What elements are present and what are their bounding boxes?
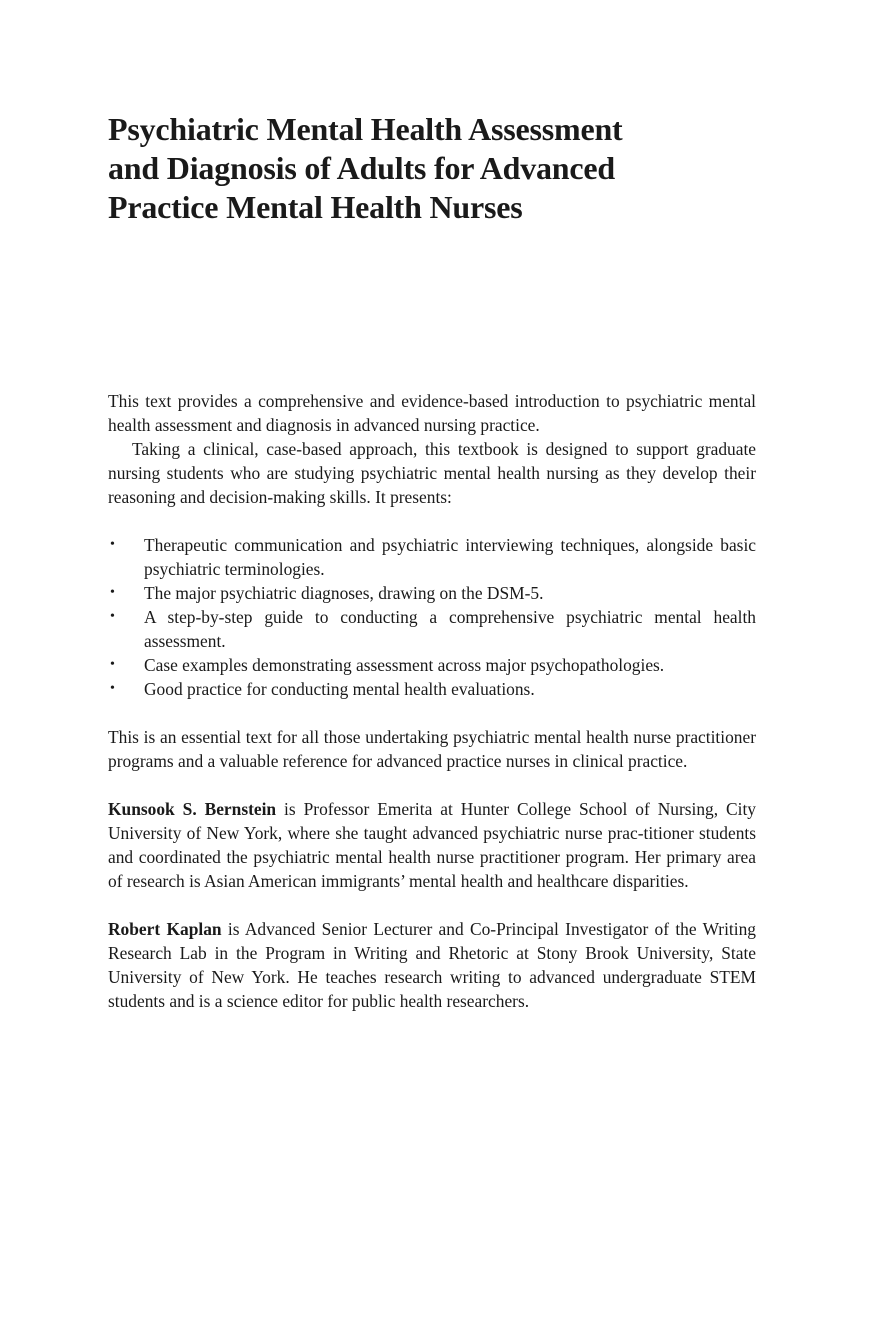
bullet-icon: •	[110, 609, 115, 624]
book-title-line-1: Psychiatric Mental Health Assessment	[108, 111, 623, 147]
intro-paragraph: This text provides a comprehensive and evidence-based introduction to psychiatric mental health assessment and diagnosis in advanced nursing practice.	[108, 391, 756, 435]
bullet-icon: •	[110, 681, 115, 696]
essential-paragraph: This is an essential text for all those undertaking psychiatric mental health nurse practitioner programs and a valuable reference for advanced practice nurses in clinical practice.	[108, 727, 756, 771]
bullet-icon: •	[110, 585, 115, 600]
author-bio-text: is Professor Emerita at Hunter College School of Nursing, City University of New York, where she taught advanced psychiatric nurse prac-titioner students and coordinated the psychiatric mental health nurse practitioner program. Her primary area of research is Asian American immigrants’ mental health and healthcare disparities.	[108, 799, 756, 891]
list-item-text: Good practice for conducting mental health evaluations.	[144, 679, 535, 699]
title-block	[108, 110, 756, 227]
approach-paragraph: Taking a clinical, case-based approach, this textbook is designed to support graduate nursing students who are studying psychiatric mental health nursing as they develop their reasoning and decision-making skills. It presents:	[108, 439, 756, 507]
feature-list	[108, 533, 756, 701]
spacer	[108, 893, 756, 917]
author-name: Robert Kaplan	[108, 919, 222, 939]
list-item	[108, 653, 756, 677]
spacer	[108, 509, 756, 533]
author-bio-kaplan	[108, 917, 756, 1013]
list-item	[108, 581, 756, 605]
spacer	[108, 701, 756, 725]
list-item	[108, 677, 756, 701]
bullet-icon: •	[110, 537, 115, 552]
list-item	[108, 533, 756, 581]
author-bio-bernstein	[108, 797, 756, 893]
book-title-line-2: and Diagnosis of Adults for Advanced	[108, 150, 616, 186]
list-item-text: Case examples demonstrating assessment across major psychopathologies.	[144, 655, 665, 675]
book-title-line-3: Practice Mental Health Nurses	[108, 189, 523, 225]
description-body	[108, 389, 756, 1013]
author-bio-text: is Advanced Senior Lecturer and Co-Principal Investigator of the Writing Research Lab in the Program in Writing and Rhetoric at Stony Brook University, State University of New York. He teaches research writing to advanced undergraduate STEM students and is a science editor for public health researchers.	[108, 919, 756, 1011]
spacer	[108, 773, 756, 797]
book-title	[108, 110, 756, 227]
list-item-text: Therapeutic communication and psychiatric interviewing techniques, alongside basic psychiatric terminologies.	[144, 535, 756, 579]
author-name: Kunsook S. Bernstein	[108, 799, 277, 819]
list-item	[108, 605, 756, 653]
list-item-text: The major psychiatric diagnoses, drawing on the DSM-5.	[144, 583, 544, 603]
bullet-icon: •	[110, 657, 115, 672]
list-item-text: A step-by-step guide to conducting a comprehensive psychiatric mental health assessment.	[144, 607, 756, 651]
